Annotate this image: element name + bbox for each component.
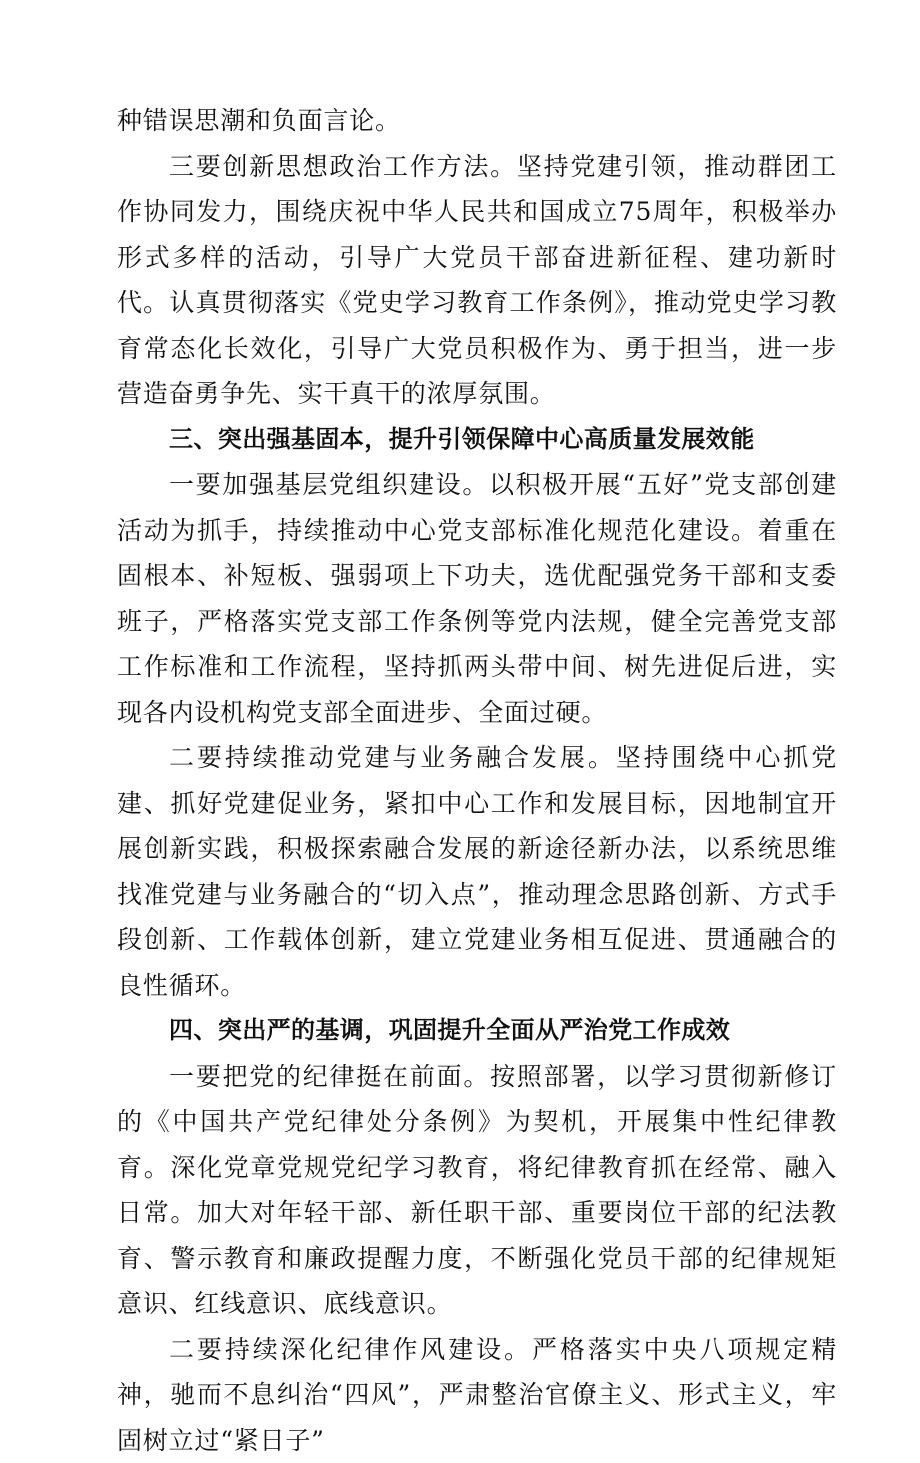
document-body <box>117 98 837 1463</box>
section-heading-three: 三、突出强基固本，提升引领保障中心高质量发展效能 <box>117 417 837 463</box>
section-heading-four: 四、突出严的基调，巩固提升全面从严治党工作成效 <box>117 1008 837 1054</box>
paragraph-party-discipline: 一要把党的纪律挺在前面。按照部署，以学习贯彻新修订的《中国共产党纪律处分条例》为契机，开展集中性纪律教育。深化党章党规党纪学习教育，将纪律教育抓在经常、融入日常。加大对年轻干部、新任职干部、重要岗位干部的纪法教育、警示教育和廉政提醒力度，不断强化党员干部的纪律规矩意识、红线意识、底线意识。 <box>117 1054 837 1327</box>
paragraph-grassroots-party-building: 一要加强基层党组织建设。以积极开展“五好”党支部创建活动为抓手，持续推动中心党支部标准化规范化建设。着重在固根本、补短板、强弱项上下功夫，选优配强党务干部和支委班子，严格落实党支部工作条例等党内法规，健全完善党支部工作标准和工作流程，坚持抓两头带中间、树先进促后进，实现各内设机构党支部全面进步、全面过硬。 <box>117 462 837 735</box>
paragraph-continuation: 种错误思潮和负面言论。 <box>117 98 837 144</box>
paragraph-party-business-integration: 二要持续推动党建与业务融合发展。坚持围绕中心抓党建、抓好党建促业务，紧扣中心工作和发展目标，因地制宜开展创新实践，积极探索融合发展的新途径新办法，以系统思维找准党建与业务融合的“切入点”，推动理念思路创新、方式手段创新、工作载体创新，建立党建业务相互促进、贯通融合的良性循环。 <box>117 735 837 1008</box>
paragraph-ideological-work: 三要创新思想政治工作方法。坚持党建引领，推动群团工作协同发力，围绕庆祝中华人民共和国成立75周年，积极举办形式多样的活动，引导广大党员干部奋进新征程、建功新时代。认真贯彻落实《党史学习教育工作条例》，推动党史学习教育常态化长效化，引导广大党员积极作为、勇于担当，进一步营造奋勇争先、实干真干的浓厚氛围。 <box>117 144 837 417</box>
paragraph-discipline-style: 二要持续深化纪律作风建设。严格落实中央八项规定精神，驰而不息纠治“四风”，严肃整治官僚主义、形式主义，牢固树立过“紧日子” <box>117 1327 837 1463</box>
